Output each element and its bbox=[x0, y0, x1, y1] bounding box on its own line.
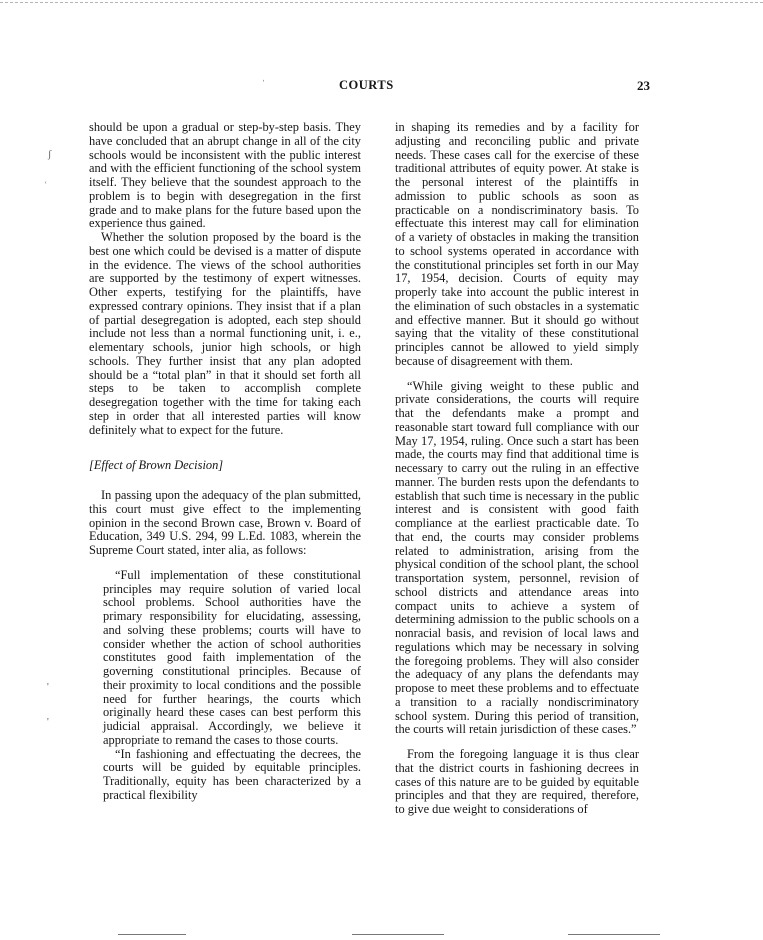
quote-paragraph: “Full implementation of these constitutional principles may require solution of varied local school problems. School authorities have the primary responsibility for elucidating, assessing, and solving these problems; courts will have to consider whether the action of school authorities constitutes good faith implementation of the governing constitutional principles. Because of their proximity to local conditions and the possible need for further hearings, the courts which originally heard these cases can best perform this judicial appraisal. Accordingly, we believe it appropriate to remand the cases to those courts. bbox=[103, 567, 361, 747]
block-quote bbox=[103, 569, 361, 803]
paragraph: In passing upon the adequacy of the plan submitted, this court must give effect to the implementing opinion in the second Brown case, Brown v. Board of Education, 349 U.S. 294, 99 L.Ed. 1083, wherein the Supreme Court stated, inter alia, as follows: bbox=[89, 488, 361, 557]
scan-speck: ' bbox=[47, 682, 49, 693]
quote-paragraph: “While giving weight to these public and private considerations, the courts will require that the defendants make a prompt and reasonable start toward full compliance with our May 17, 1954, ruling. Once such a start has been made, the courts may find that additional time is necessary to carry out the ruling in an effective manner. The burden rests upon the defendants to establish that such time is necessary in the public interest and is consistent with good faith compliance at the earliest practicable date. To that end, the courts may consider problems related to administration, arising from the physical condition of the school plant, the school transportation system, personnel, revision of school districts and attendance areas into compact units to achieve a system of determining admission to the public schools on a nonracial basis, and revision of local laws and regulations which may be necessary in solving the foregoing problems. They will also consider the adequacy of any plans the defendants may propose to meet these problems and to effectuate a transition to a racially nondiscriminatory school system. During this period of transition, the courts will retain jurisdiction of these cases.” bbox=[395, 378, 639, 737]
quote-paragraph: in shaping its remedies and by a facility for adjusting and reconciling public and private needs. These cases call for the exercise of these traditional attributes of equity power. At stake is the personal interest of the plaintiffs in admission to public schools as soon as practicable on a nondiscriminatory basis. To effectuate this interest may call for elimination of a variety of obstacles in making the transition to school systems operated in accordance with the constitutional principles set forth in our May 17, 1954, decision. Courts of equity may properly take into account the public interest in the elimination of such obstacles in a systematic and effective manner. But it should go without saying that the vitality of these constitutional principles cannot be allowed to yield simply because of disagreement with them. bbox=[395, 120, 639, 368]
quote-paragraph: “In fashioning and effectuating the decrees, the courts will be guided by equitable principles. Traditionally, equity has been characterized by a practical flexibility bbox=[103, 746, 361, 802]
page-number: 23 bbox=[637, 78, 650, 93]
scan-speck: ʃ bbox=[48, 149, 52, 160]
paragraph: should be upon a gradual or step-by-step basis. They have concluded that an abrupt change in all of the city schools would be inconsistent with the public interest and with the efficient functioning of the school system itself. They believe that the soundest approach to the problem is to begin with desegregation in the first grade and to make plans for the future based upon the experience thus gained. bbox=[89, 120, 361, 231]
scan-speck: ˈ bbox=[262, 79, 266, 90]
scan-speck: ʿ bbox=[44, 181, 48, 192]
section-heading: [Effect of Brown Decision] bbox=[89, 458, 224, 473]
paragraph: From the foregoing language it is thus clear that the district courts in fashioning decrees in cases of this nature are to be guided by equitable principles and that they are required, therefore, to give due weight to considerations of bbox=[395, 747, 639, 816]
running-header: COURTS bbox=[339, 78, 394, 92]
footer-rule bbox=[352, 934, 444, 935]
paragraph: Whether the solution proposed by the board is the best one which could be devised is a matter of dispute in the evidence. The views of the school authorities are supported by the testimony of expert witnesses. Other experts, testifying for the plaintiffs, have expressed contrary opinions. They insist that if a plan of partial desegregation is adopted, each step should include not less than a normal functioning unit, i. e., elementary schools, junior high schools, or high schools. They further insist that any plan adopted should be a “total plan” in that it should set forth all steps to be taken to accomplish complete desegregation together with the time for taking each step in order that all interested parties will know definitely what to expect for the future. bbox=[89, 230, 361, 437]
top-dashed-border bbox=[0, 2, 763, 3]
right-column bbox=[395, 121, 639, 817]
scan-speck: ' bbox=[47, 717, 49, 728]
footer-rule bbox=[118, 934, 186, 935]
footer-rule bbox=[568, 934, 660, 935]
left-column bbox=[89, 121, 361, 803]
